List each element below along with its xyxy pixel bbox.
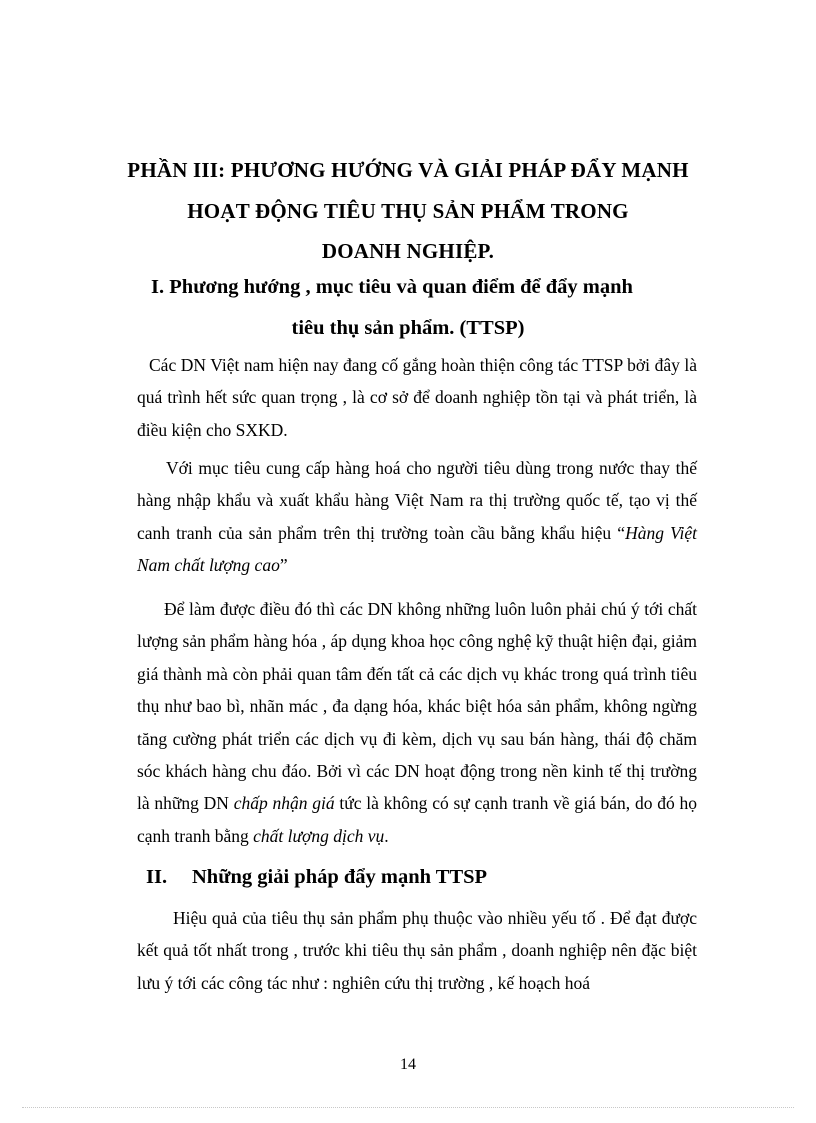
paragraph-3-text-mid: tức là không có sự cạnh tranh về giá bán, do đó họ cạnh tranh bằng (137, 793, 697, 846)
section-1-heading-line-2: tiêu thụ sản phẩm. (TTSP) (291, 317, 525, 339)
page-bottom-divider (22, 1107, 794, 1108)
title-line-1: PHẦN III: PHƯƠNG HƯỚNG VÀ GIẢI PHÁP ĐẨY MẠNH (127, 158, 689, 182)
paragraph-3-text-start: Để làm được điều đó thì các DN không những luôn luôn phải chú ý tới chất lượng sản phẩm hàng hóa , áp dụng khoa học công nghệ kỹ thuật hiện đại, giảm giá thành mà còn phải quan tâm đến tất cả các dịch vụ khác trong quá trình tiêu thụ như bao bì, nhãn mác , đa dạng hóa, khác biệt hóa sản phẩm, không ngừng tăng cường phát triển các dịch vụ đi kèm, dịch vụ sau bán hàng, thái độ chăm sóc khách hàng chu đáo. Bởi vì các DN hoạt động trong nền kinh tế thị trường là những DN (137, 599, 697, 814)
paragraph-2-text: Với mục tiêu cung cấp hàng hoá cho người tiêu dùng trong nước thay thế hàng nhập khẩu và xuất khẩu hàng Việt Nam ra thị trường quốc tế, tạo vị thế canh tranh của sản phẩm trên thị trường toàn cầu bằng khẩu hiệu “ (137, 458, 697, 543)
paragraph-3 (137, 593, 697, 852)
section-2-title: Những giải pháp đẩy mạnh TTSP (192, 866, 488, 888)
title-line-3: DOANH NGHIỆP. (321, 239, 495, 263)
title-line-2: HOẠT ĐỘNG TIÊU THỤ SẢN PHẨM TRONG (187, 199, 629, 223)
section-2-heading (146, 866, 487, 889)
paragraph-2 (137, 452, 697, 582)
section-1-heading-line-1: I. Phương hướng , mục tiêu và quan điểm để đẩy mạnh (151, 276, 633, 298)
paragraph-2-slogan: Hàng Việt Nam chất lượng cao (137, 522, 697, 576)
paragraph-4 (137, 902, 697, 999)
section-2-number: II. (146, 866, 168, 888)
page-number: 14 (400, 1056, 416, 1073)
paragraph-3-italic-service-quality: chất lượng dịch vụ (253, 825, 385, 846)
paragraph-1-text: Các DN Việt nam hiện nay đang cố gắng hoàn thiện công tác TTSP bởi đây là quá trình hết sức quan trọng , là cơ sở để doanh nghiệp tồn tại và phát triển, là điều kiện cho SXKD. (137, 355, 697, 440)
paragraph-3-italic-price-taker: chấp nhận giá (233, 793, 335, 814)
paragraph-3-text-end: . (384, 825, 389, 846)
paragraph-1 (137, 349, 697, 446)
paragraph-4-text: Hiệu quả của tiêu thụ sản phẩm phụ thuộc vào nhiều yếu tố . Để đạt được kết quả tốt nhất trong , trước khi tiêu thụ sản phẩm , doanh nghiệp nên đặc biệt lưu ý tới các công tác như : nghiên cứu thị trường , kế hoạch hoá (137, 908, 697, 993)
paragraph-2-closing-quote: ” (279, 555, 288, 576)
